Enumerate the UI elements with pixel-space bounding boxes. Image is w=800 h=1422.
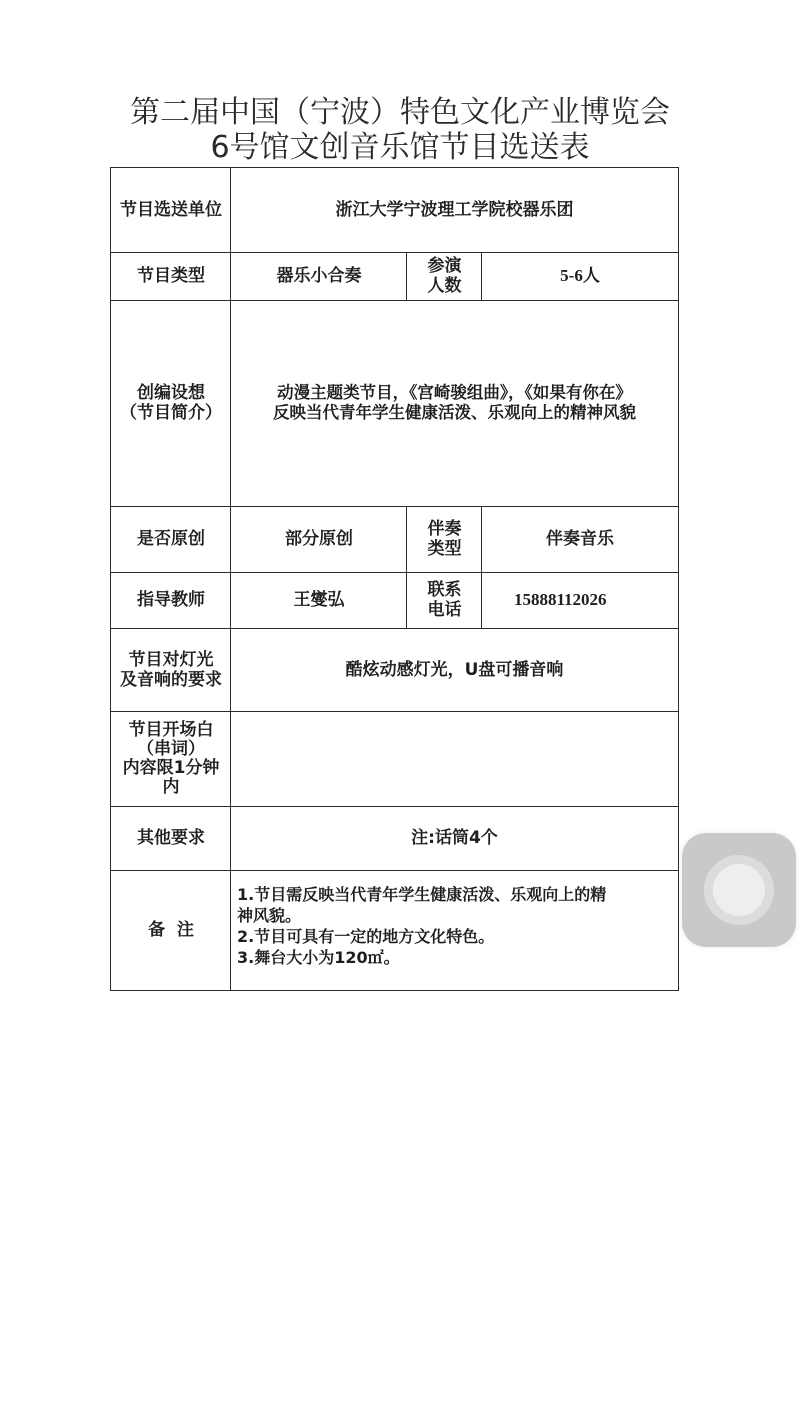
opening-label-line1: 节目开场白 — [128, 719, 214, 740]
contact-label-line1: 联系 — [427, 580, 462, 600]
notes-line-1: 1.节目需反映当代青年学生健康活泼、乐观向上的精 — [237, 885, 607, 904]
original-value: 部分原创 — [285, 529, 353, 549]
concept-label-line2: （节目简介） — [120, 403, 222, 423]
notes-line-1-cont: 神风貌。 — [237, 906, 302, 925]
concept-line1: 动漫主题类节目，《宫崎骏组曲》，《如果有你在》 — [277, 383, 632, 402]
opening-label-line2: （串词） — [137, 738, 205, 759]
accompaniment-value: 伴奏音乐 — [546, 529, 614, 549]
teacher-label: 指导教师 — [137, 590, 205, 610]
submission-form-table — [110, 167, 679, 991]
opening-label-line3: 内容限1分钟 — [122, 757, 220, 778]
type-value: 器乐小合奏 — [276, 266, 362, 286]
contact-label — [407, 572, 482, 628]
lighting-label-line1: 节目对灯光 — [128, 649, 214, 670]
contact-phone-value: 15888112026 — [514, 590, 607, 609]
lighting-label — [111, 628, 231, 711]
assistive-touch-icon-core — [713, 864, 765, 916]
opening-value — [231, 711, 678, 806]
accompaniment-label — [407, 506, 482, 572]
concept-value — [231, 300, 678, 506]
performers-label — [407, 252, 482, 300]
notes-value — [231, 870, 678, 990]
form-subtitle: 6号馆文创音乐馆节目选送表 — [210, 130, 590, 165]
form-title: 第二届中国（宁波）特色文化产业博览会 — [130, 95, 670, 130]
contact-label-line2: 电话 — [427, 600, 462, 620]
lighting-label-line2: 及音响的要求 — [120, 669, 222, 690]
performers-label-line1: 参演 — [427, 256, 462, 276]
notes-line-3: 3.舞台大小为120㎡。 — [237, 948, 400, 967]
opening-label — [111, 711, 231, 806]
performers-label-line2: 人数 — [427, 276, 462, 296]
notes-line-2: 2.节目可具有一定的地方文化特色。 — [237, 927, 495, 946]
assistive-touch-button[interactable] — [682, 833, 796, 947]
performers-value: 5-6人 — [560, 266, 600, 285]
accompaniment-label-line1: 伴奏 — [427, 519, 462, 539]
concept-line2: 反映当代青年学生健康活泼、乐观向上的精神风貌 — [273, 403, 636, 422]
type-label: 节目类型 — [137, 266, 205, 286]
other-value: 注:话筒4个 — [411, 828, 498, 848]
concept-label-line1: 创编设想 — [137, 383, 205, 403]
opening-label-line4: 内 — [162, 776, 180, 797]
other-label: 其他要求 — [137, 828, 205, 848]
accompaniment-label-line2: 类型 — [427, 539, 462, 559]
lighting-value: 酷炫动感灯光，U盘可播音响 — [345, 659, 564, 680]
unit-label: 节目选送单位 — [120, 200, 222, 220]
original-label: 是否原创 — [137, 529, 205, 549]
notes-label: 备 注 — [148, 920, 194, 940]
teacher-value: 王燮弘 — [293, 590, 345, 610]
unit-value: 浙江大学宁波理工学院校器乐团 — [335, 200, 574, 220]
concept-label — [111, 300, 231, 506]
